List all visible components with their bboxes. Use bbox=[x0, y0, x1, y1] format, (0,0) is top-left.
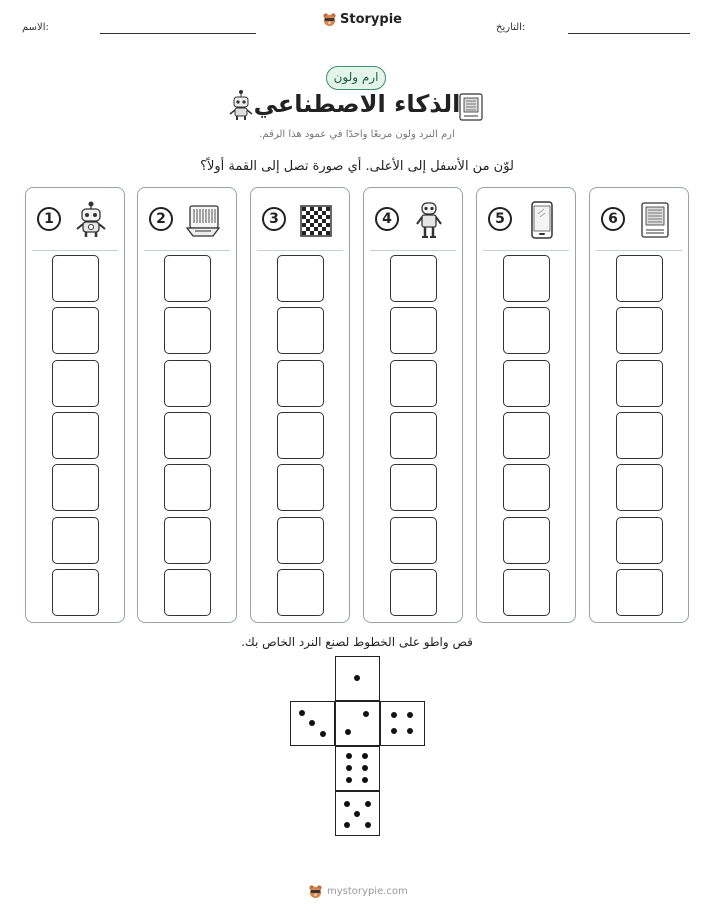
column-header bbox=[138, 188, 236, 250]
dice-face-4 bbox=[380, 701, 425, 746]
brand-logo bbox=[322, 12, 402, 27]
dice-column-2 bbox=[137, 187, 237, 623]
color-square[interactable] bbox=[616, 360, 663, 407]
color-square[interactable] bbox=[52, 360, 99, 407]
color-square[interactable] bbox=[390, 412, 437, 459]
color-square[interactable] bbox=[164, 517, 211, 564]
color-square[interactable] bbox=[52, 517, 99, 564]
page-title: الذكاء الاصطناعي bbox=[253, 90, 461, 118]
bear-mascot-icon bbox=[322, 12, 337, 27]
color-square[interactable] bbox=[164, 569, 211, 616]
color-square[interactable] bbox=[503, 517, 550, 564]
color-square[interactable] bbox=[52, 255, 99, 302]
circuit-chip-icon bbox=[637, 200, 673, 240]
dice-pip bbox=[299, 710, 305, 716]
color-square[interactable] bbox=[277, 307, 324, 354]
color-square[interactable] bbox=[390, 464, 437, 511]
dice-column-1 bbox=[25, 187, 125, 623]
dice-pip bbox=[365, 822, 371, 828]
dice-pip bbox=[354, 811, 360, 817]
server-rack-icon bbox=[185, 200, 221, 240]
dice-pip bbox=[346, 753, 352, 759]
color-square[interactable] bbox=[616, 255, 663, 302]
column-divider bbox=[257, 250, 343, 251]
dice-face-5 bbox=[335, 791, 380, 836]
color-square[interactable] bbox=[277, 412, 324, 459]
dice-face-3 bbox=[290, 701, 335, 746]
dice-pip bbox=[391, 728, 397, 734]
color-square[interactable] bbox=[164, 255, 211, 302]
coloring-instruction: لوّن من الأسفل إلى الأعلى. أي صورة تصل إلى القمة أولاً؟ bbox=[200, 159, 514, 174]
color-square[interactable] bbox=[616, 307, 663, 354]
color-square[interactable] bbox=[616, 517, 663, 564]
color-square[interactable] bbox=[390, 255, 437, 302]
brand-name: Storypie bbox=[340, 12, 402, 27]
color-square[interactable] bbox=[164, 307, 211, 354]
column-divider bbox=[32, 250, 118, 251]
date-line[interactable] bbox=[568, 33, 690, 34]
android-robot-icon bbox=[411, 200, 447, 240]
color-square[interactable] bbox=[164, 464, 211, 511]
column-header bbox=[251, 188, 349, 250]
cut-fold-instruction: قص واطو على الخطوط لصنع النرد الخاص بك. bbox=[241, 635, 473, 649]
robot-icon bbox=[73, 200, 109, 240]
dice-pip bbox=[362, 777, 368, 783]
color-square[interactable] bbox=[503, 464, 550, 511]
color-square[interactable] bbox=[616, 412, 663, 459]
color-square[interactable] bbox=[277, 360, 324, 407]
color-square[interactable] bbox=[616, 569, 663, 616]
column-number: 3 bbox=[262, 207, 286, 231]
dice-pip bbox=[363, 711, 369, 717]
name-label: الاسم: bbox=[22, 22, 49, 33]
column-header bbox=[364, 188, 462, 250]
chessboard-icon bbox=[298, 200, 334, 240]
footer-url[interactable]: mystorypie.com bbox=[327, 886, 408, 897]
footer bbox=[308, 884, 408, 899]
color-square[interactable] bbox=[616, 464, 663, 511]
color-square[interactable] bbox=[503, 360, 550, 407]
dice-pip bbox=[391, 712, 397, 718]
dice-pip bbox=[362, 753, 368, 759]
column-divider bbox=[144, 250, 230, 251]
column-divider bbox=[370, 250, 456, 251]
dice-pip bbox=[346, 777, 352, 783]
column-number: 4 bbox=[375, 207, 399, 231]
column-number: 1 bbox=[37, 207, 61, 231]
column-number: 5 bbox=[488, 207, 512, 231]
dice-pip bbox=[344, 801, 350, 807]
color-square[interactable] bbox=[390, 517, 437, 564]
smartphone-icon bbox=[524, 200, 560, 240]
dice-pip bbox=[320, 731, 326, 737]
color-square[interactable] bbox=[390, 360, 437, 407]
dice-column-5 bbox=[476, 187, 576, 623]
dice-pip bbox=[354, 675, 360, 681]
dice-pip bbox=[407, 728, 413, 734]
column-header bbox=[590, 188, 688, 250]
column-number: 2 bbox=[149, 207, 173, 231]
color-square[interactable] bbox=[277, 464, 324, 511]
color-square[interactable] bbox=[52, 464, 99, 511]
color-square[interactable] bbox=[52, 307, 99, 354]
color-square[interactable] bbox=[164, 412, 211, 459]
column-header bbox=[26, 188, 124, 250]
dice-pip bbox=[345, 729, 351, 735]
color-square[interactable] bbox=[503, 569, 550, 616]
color-square[interactable] bbox=[390, 569, 437, 616]
column-divider bbox=[596, 250, 682, 251]
dice-column-3 bbox=[250, 187, 350, 623]
color-square[interactable] bbox=[390, 307, 437, 354]
dice-pip bbox=[362, 765, 368, 771]
page-subtitle: ارم النرد ولون مربعًا واحدًا في عمود هذا الرقم. bbox=[259, 129, 455, 140]
dice-pip bbox=[346, 765, 352, 771]
date-label: التاريخ: bbox=[496, 22, 526, 33]
column-header bbox=[477, 188, 575, 250]
color-square[interactable] bbox=[52, 412, 99, 459]
dice-pip bbox=[365, 801, 371, 807]
dice-column-6 bbox=[589, 187, 689, 623]
dice-pip bbox=[344, 822, 350, 828]
name-line[interactable] bbox=[100, 33, 256, 34]
color-square[interactable] bbox=[277, 255, 324, 302]
dice-pip bbox=[407, 712, 413, 718]
dice-pip bbox=[309, 720, 315, 726]
column-number: 6 bbox=[601, 207, 625, 231]
bear-mascot-icon bbox=[308, 884, 323, 899]
color-square[interactable] bbox=[503, 255, 550, 302]
column-divider bbox=[483, 250, 569, 251]
color-square[interactable] bbox=[503, 412, 550, 459]
dice-face-2 bbox=[335, 701, 380, 746]
dice-face-6 bbox=[335, 746, 380, 791]
color-square[interactable] bbox=[164, 360, 211, 407]
color-square[interactable] bbox=[503, 307, 550, 354]
activity-badge: ارم ولون bbox=[326, 66, 386, 90]
color-square[interactable] bbox=[52, 569, 99, 616]
color-square[interactable] bbox=[277, 517, 324, 564]
dice-column-4 bbox=[363, 187, 463, 623]
color-square[interactable] bbox=[277, 569, 324, 616]
dice-face-1 bbox=[335, 656, 380, 701]
